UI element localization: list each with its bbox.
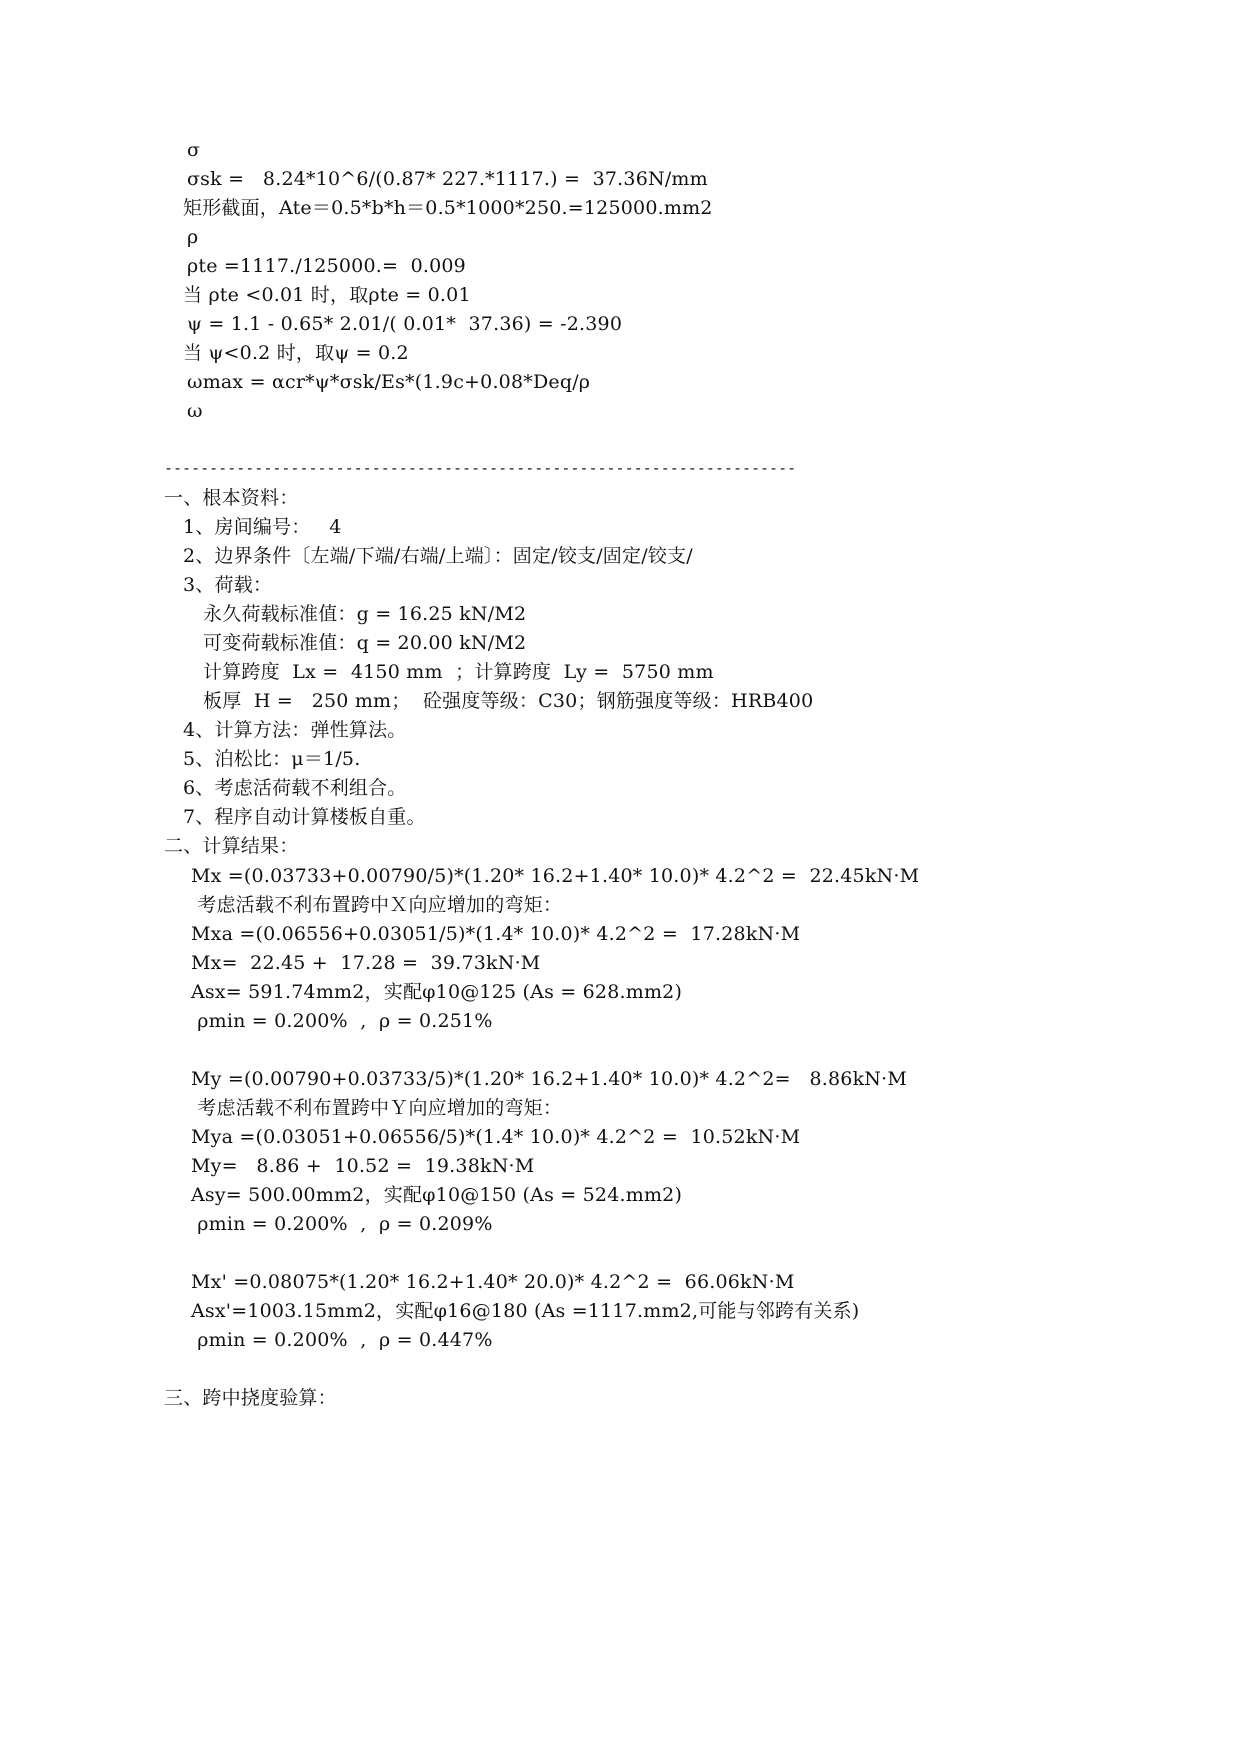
section-heading: 三、跨中挠度验算：	[164, 1387, 337, 1409]
formula-line: My= 8.86 + 10.52 = 19.38kN·M	[191, 1155, 535, 1177]
formula-line: Asx= 591.74mm2，实配φ10@125 (As = 628.mm2)	[191, 981, 683, 1003]
formula-line: Asx'=1003.15mm2，实配φ16@180 (As =1117.mm2,可能与邻跨有关系)	[191, 1300, 860, 1322]
load-line: 计算跨度 Lx = 4150 mm ；计算跨度 Ly = 5750 mm	[203, 661, 714, 683]
formula-line: ρmin = 0.200% , ρ = 0.209%	[191, 1213, 493, 1235]
text-line: ρ	[187, 226, 199, 248]
formula-line: Mxa =(0.06556+0.03051/5)*(1.4* 10.0)* 4.2^2 = 17.28kN·M	[191, 923, 801, 945]
section-heading: 一、根本资料：	[164, 487, 299, 509]
list-item: 4、计算方法：弹性算法。	[183, 719, 407, 741]
text-line: σsk = 8.24*10^6/(0.87* 227.*1117.) = 37.36N/mm	[187, 168, 708, 190]
load-line: 永久荷载标准值：g = 16.25 kN/M2	[203, 603, 527, 625]
text-line: ω	[187, 400, 203, 422]
text-line: 当 ψ<0.2 时，取ψ = 0.2	[183, 342, 409, 364]
list-item: 6、考虑活荷载不利组合。	[183, 777, 407, 799]
list-item: 7、程序自动计算楼板自重。	[183, 806, 426, 828]
text-line: ωmax = αcr*ψ*σsk/Es*(1.9c+0.08*Deq/ρ	[187, 371, 591, 393]
text-line: 矩形截面，Ate＝0.5*b*h＝0.5*1000*250.=125000.mm2	[183, 197, 713, 219]
formula-line: ρmin = 0.200% , ρ = 0.447%	[191, 1329, 493, 1351]
section-divider: ----------------------------------------------------------------------	[164, 459, 797, 477]
formula-line: Mx' =0.08075*(1.20* 16.2+1.40* 20.0)* 4.2^2 = 66.06kN·M	[191, 1271, 795, 1293]
formula-line: Asy= 500.00mm2，实配φ10@150 (As = 524.mm2)	[191, 1184, 683, 1206]
text-line: 当 ρte <0.01 时，取ρte = 0.01	[183, 284, 471, 306]
section-heading: 二、计算结果：	[164, 835, 299, 857]
text-line: σ	[187, 139, 201, 161]
text-line: ρte =1117./125000.= 0.009	[187, 255, 466, 277]
formula-line: Mx= 22.45 + 17.28 = 39.73kN·M	[191, 952, 541, 974]
formula-line: 考虑活载不利布置跨中Ｘ向应增加的弯矩：	[191, 894, 563, 916]
list-item: 5、泊松比：μ＝1/5.	[183, 748, 361, 770]
text-line: ψ = 1.1 - 0.65* 2.01/( 0.01* 37.36) = -2.390	[187, 313, 623, 335]
list-item: 2、边界条件〔左端/下端/右端/上端〕：固定/铰支/固定/铰支/	[183, 545, 693, 567]
formula-line: ρmin = 0.200% , ρ = 0.251%	[191, 1010, 493, 1032]
load-line: 板厚 H = 250 mm； 砼强度等级：C30；钢筋强度等级：HRB400	[203, 690, 814, 712]
load-line: 可变荷载标准值：q = 20.00 kN/M2	[203, 632, 527, 654]
formula-line: 考虑活载不利布置跨中Ｙ向应增加的弯矩：	[191, 1097, 563, 1119]
formula-line: My =(0.00790+0.03733/5)*(1.20* 16.2+1.40* 10.0)* 4.2^2= 8.86kN·M	[191, 1068, 908, 1090]
list-item: 1、房间编号： 4	[183, 516, 342, 538]
list-item: 3、荷载：	[183, 574, 273, 596]
formula-line: Mx =(0.03733+0.00790/5)*(1.20* 16.2+1.40* 10.0)* 4.2^2 = 22.45kN·M	[191, 865, 920, 887]
formula-line: Mya =(0.03051+0.06556/5)*(1.4* 10.0)* 4.2^2 = 10.52kN·M	[191, 1126, 801, 1148]
